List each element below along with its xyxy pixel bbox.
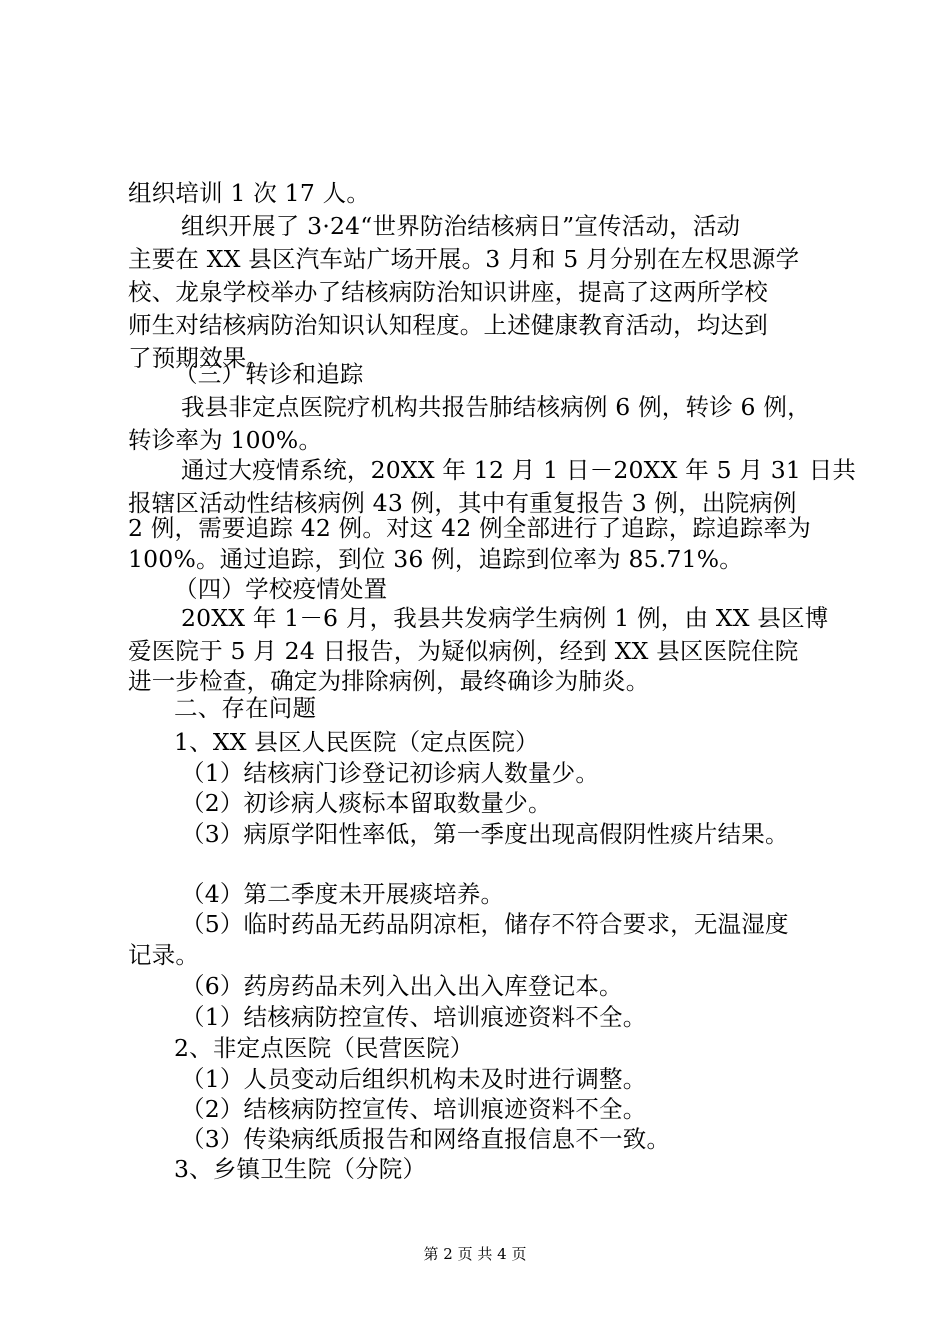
text-line: 转诊率为 100%。 (128, 426, 323, 454)
subsection-heading: 3、乡镇卫生院（分院） (174, 1155, 427, 1183)
list-item: （5）临时药品无药品阴凉柜，储存不符合要求，无温湿度 (181, 910, 789, 938)
text-line: 2 例，需要追踪 42 例。对这 42 例全部进行了追踪，踪追踪率为 (128, 514, 811, 542)
text-line: 主要在 XX 县区汽车站广场开展。3 月和 5 月分别在左权思源学 (128, 245, 800, 273)
list-item: （2）初诊病人痰标本留取数量少。 (181, 789, 552, 817)
text-line: 组织培训 1 次 17 人。 (128, 179, 371, 207)
subsection-heading: 2、非定点医院（民营医院） (174, 1034, 474, 1062)
text-line: 爱医院于 5 月 24 日报告，为疑似病例，经到 XX 县区医院住院 (128, 637, 799, 665)
text-line: 报辖区活动性结核病例 43 例，其中有重复报告 3 例，出院病例 (128, 489, 797, 517)
list-item: （1）结核病防控宣传、培训痕迹资料不全。 (181, 1003, 647, 1031)
text-line: 校、龙泉学校举办了结核病防治知识讲座，提高了这两所学校 (128, 278, 768, 306)
page-footer: 第 2 页 共 4 页 (423, 1245, 527, 1263)
text-line: 100%。通过追踪，到位 36 例，追踪到位率为 85.71%。 (128, 545, 744, 573)
list-item: （3）病原学阳性率低，第一季度出现高假阴性痰片结果。 (181, 820, 789, 848)
list-item: （4）第二季度未开展痰培养。 (181, 880, 505, 908)
list-item: （2）结核病防控宣传、培训痕迹资料不全。 (181, 1095, 647, 1123)
section-heading: （三）转诊和追踪 (174, 360, 364, 388)
subsection-heading: 1、XX 县区人民医院（定点医院） (174, 728, 539, 756)
list-item: （3）传染病纸质报告和网络直报信息不一致。 (181, 1125, 671, 1153)
list-item: （6）药房药品未列入出入出入库登记本。 (181, 972, 623, 1000)
section-heading: 二、存在问题 (174, 694, 317, 722)
list-item: （1）人员变动后组织机构未及时进行调整。 (181, 1065, 647, 1093)
text-line: 通过大疫情系统，20XX 年 12 月 1 日－20XX 年 5 月 31 日共 (181, 456, 857, 484)
text-line: 记录。 (128, 941, 200, 969)
text-line: 师生对结核病防治知识认知程度。上述健康教育活动，均达到 (128, 311, 768, 339)
list-item: （1）结核病门诊登记初诊病人数量少。 (181, 759, 600, 787)
section-heading: （四）学校疫情处置 (174, 575, 388, 603)
text-line: 我县非定点医院疗机构共报告肺结核病例 6 例，转诊 6 例， (181, 393, 811, 421)
text-line: 组织开展了 3·24“世界防治结核病日”宣传活动，活动 (181, 212, 741, 240)
text-line: 了预期效果。 (128, 344, 271, 372)
text-line: 20XX 年 1－6 月，我县共发病学生病例 1 例，由 XX 县区博 (181, 604, 829, 632)
text-line: 进一步检查，确定为排除病例，最终确诊为肺炎。 (128, 667, 650, 695)
